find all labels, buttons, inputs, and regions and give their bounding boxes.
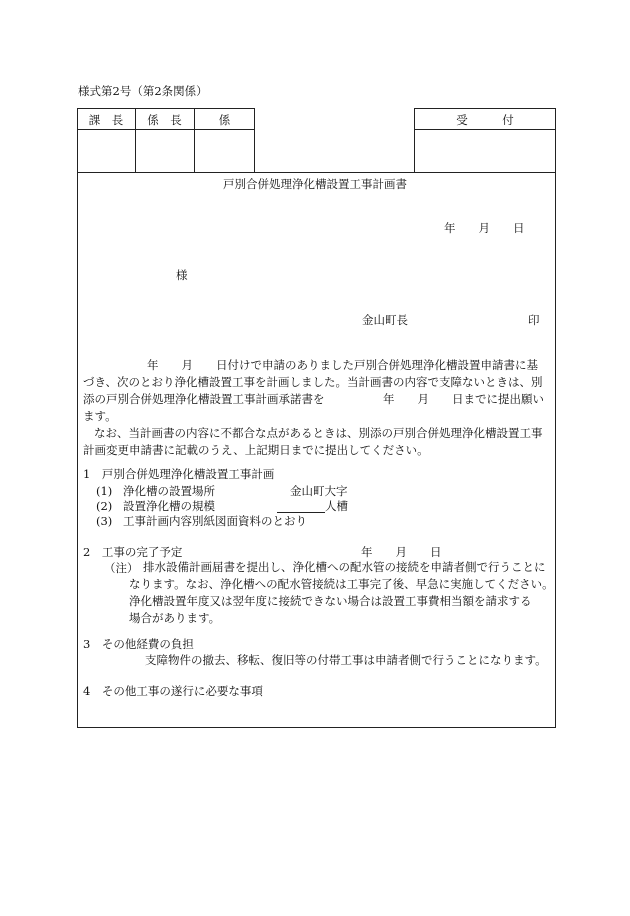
body-line-6: 計画変更申請書に記載のうえ、上記期日までに提出してください。 [83, 443, 429, 457]
body-line-5: なお、当計画書の内容に不都合な点があるときは、別添の戸別合併処理浄化槽設置工事 [94, 426, 543, 440]
section1-item1-label: 浄化槽の設置場所 [123, 484, 215, 498]
body-line-2: づき、次のとおり浄化槽設置工事を計画しました。当計画書の内容で支障ないときは、別 [83, 375, 543, 389]
date-line: 年 月 日 [444, 221, 525, 235]
section1-item2-label: 設置浄化槽の規模 [123, 499, 215, 513]
body-line-1: 年 月 日付けで申請のありました戸別合併処理浄化槽設置申請書に基 [147, 358, 538, 372]
document-title: 戸別合併処理浄化槽設置工事計画書 [223, 177, 407, 191]
issuer-name: 金山町長 [362, 313, 408, 327]
section1-item1-num: (1) [96, 484, 113, 498]
section2-note-label: （注） [104, 561, 139, 575]
header-kakaricho: 係 長 [147, 113, 182, 127]
section1-item1-value: 金山町大字 [290, 484, 348, 498]
section2-date: 年 月 日 [361, 545, 442, 559]
section2-note-line-4: 場合があります。 [129, 611, 221, 625]
section1-item2-num: (2) [96, 499, 113, 513]
section1-item2-value: 人槽 [325, 499, 348, 513]
addressee-suffix: 様 [176, 268, 188, 282]
section1-heading: 1 戸別合併処理浄化槽設置工事計画 [83, 467, 275, 481]
header-kacho: 課 長 [88, 113, 124, 127]
section2-note-line-3: 浄化槽設置年度又は翌年度に接続できない場合は設置工事費相当額を請求する [129, 594, 532, 608]
section2-heading: 2 工事の完了予定 [83, 545, 183, 559]
section1-item3-label: 工事計画内容別紙図面資料のとおり [123, 514, 307, 528]
body-line-3: 添の戸別合併処理浄化槽設置工事計画承諾書を [83, 392, 325, 406]
section2-note-line-2: なります。なお、浄化槽への配水管接続は工事完了後、早急に実施してください。 [129, 577, 554, 591]
seal-mark: 印 [528, 313, 540, 327]
section4-heading: 4 その他工事の遂行に必要な事項 [83, 684, 263, 698]
body-line-4: ます。 [83, 409, 117, 423]
header-receipt: 受 付 [456, 113, 514, 127]
form-number: 様式第2号（第2条関係） [78, 84, 208, 98]
capacity-blank-line [277, 512, 325, 513]
approval-header-divider [77, 129, 255, 130]
section3-text: 支障物件の撤去、移転、復旧等の付帯工事は申請者側で行うことになります。 [145, 653, 547, 667]
receipt-header-divider [414, 129, 556, 130]
header-kakari: 係 [218, 113, 231, 127]
section2-note-line-1: 排水設備計画届書を提出し、浄化槽への配水管の接続を申請者側で行うことに [143, 560, 546, 574]
body-line-3-date: 年 月 日までに提出願い [383, 392, 544, 406]
section1-item3-num: (3) [96, 514, 113, 528]
section3-heading: 3 その他経費の負担 [83, 637, 194, 651]
